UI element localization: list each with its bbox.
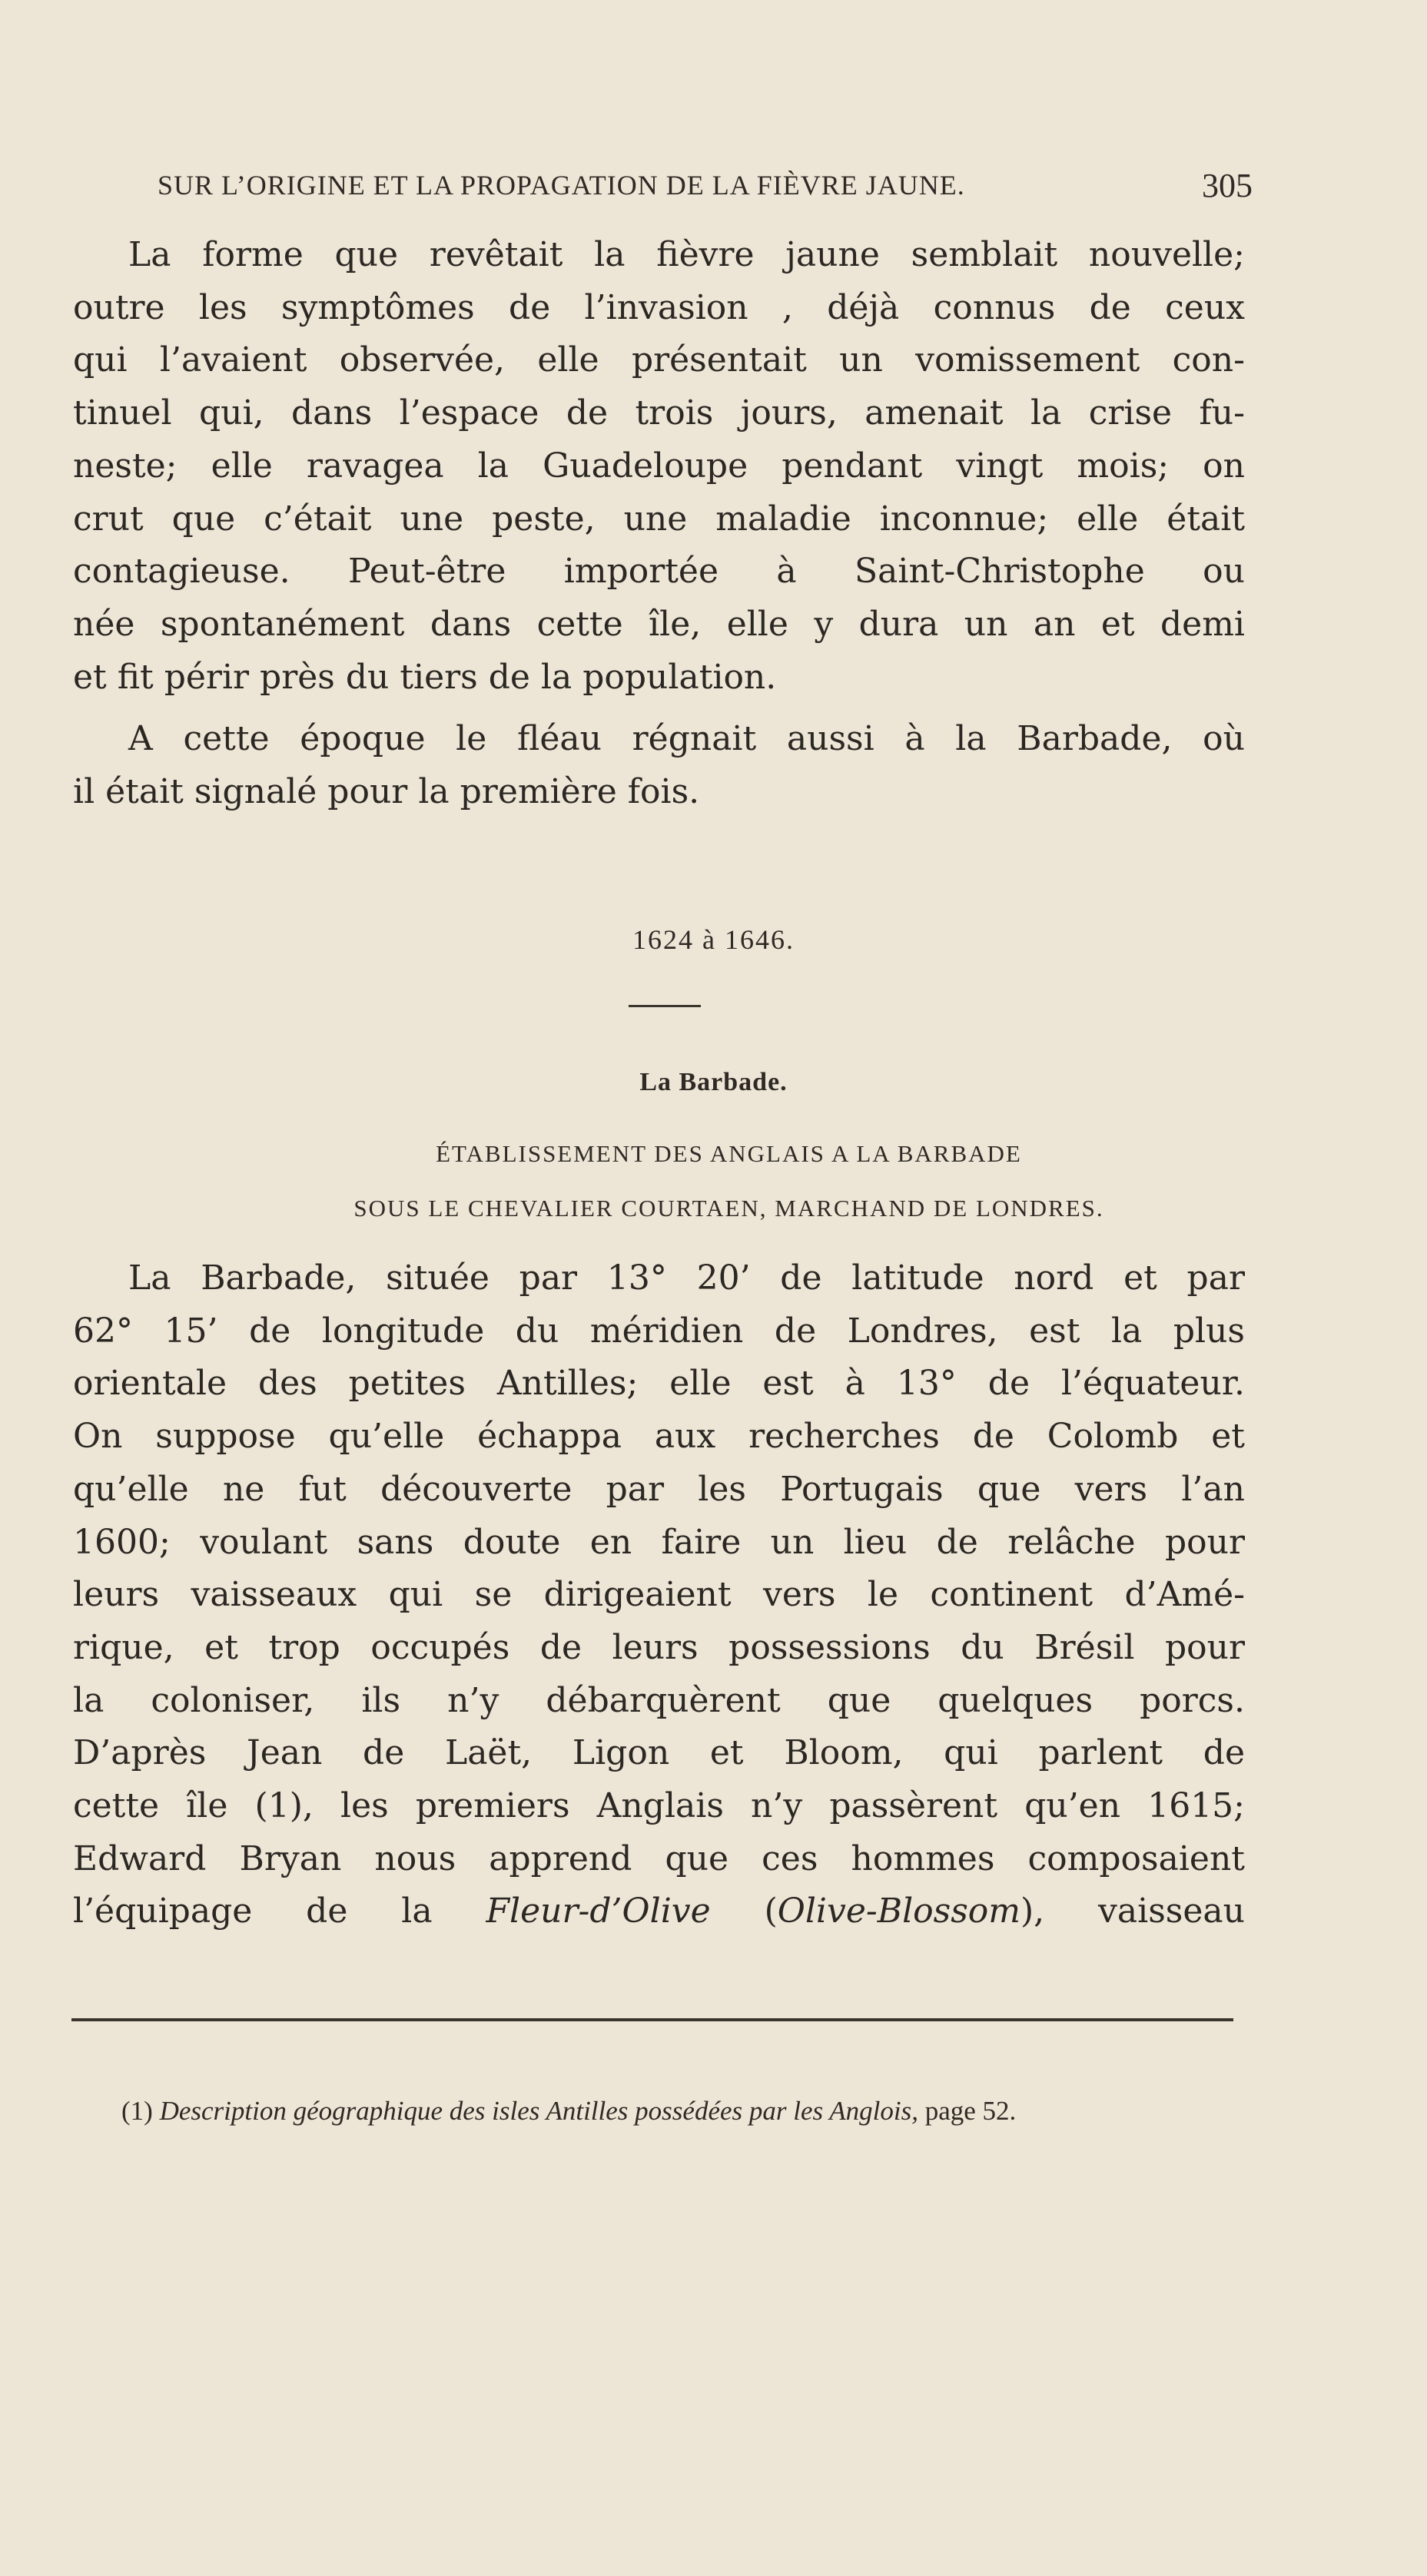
text-line: leurs vaisseaux qui se dirigeaient vers le continent d’Amé-: [73, 1575, 1245, 1615]
running-title: SUR L’ORIGINE ET LA PROPAGATION DE LA FIÈVRE JAUNE.: [158, 170, 965, 201]
text-line: La Barbade, située par 13° 20’ de latitude nord et par: [128, 1258, 1245, 1298]
text-line: cette île (1), les premiers Anglais n’y passèrent qu’en 1615;: [73, 1786, 1245, 1826]
text-line: contagieuse. Peut-être importée à Saint-Christophe ou: [73, 552, 1245, 592]
text-line: On suppose qu’elle échappa aux recherches de Colomb et: [73, 1417, 1245, 1457]
footnote-divider: [71, 2018, 1233, 2021]
text-line: neste; elle ravagea la Guadeloupe pendant vingt mois; on: [73, 446, 1245, 486]
text-line: outre les symptômes de l’invasion , déjà connus de ceux: [73, 287, 1245, 327]
section-place: La Barbade.: [639, 1068, 788, 1096]
section-heading-line-2: SOUS LE CHEVALIER COURTAEN, MARCHAND DE LONDRES.: [353, 1195, 1104, 1222]
page-number: 305: [1202, 167, 1253, 204]
text-fragment: ), vaisseau: [1020, 1891, 1245, 1931]
text-line: D’après Jean de Laët, Ligon et Bloom, qui parlent de: [73, 1733, 1245, 1773]
ship-name-english: Olive-Blossom: [777, 1891, 1020, 1931]
section-heading-line-1: ÉTABLISSEMENT DES ANGLAIS A LA BARBADE: [436, 1140, 1022, 1167]
paragraph-barbade-description: [73, 1252, 1245, 1938]
footnote: [121, 2096, 1259, 2127]
text-line: tinuel qui, dans l’espace de trois jours, amenait la crise fu-: [73, 393, 1245, 433]
section-date: 1624 à 1646.: [632, 924, 795, 955]
text-line: A cette époque le fléau régnait aussi à la Barbade, où: [128, 719, 1245, 758]
text-line: qui l’avaient observée, elle présentait un vomissement con-: [73, 340, 1245, 380]
running-head: [158, 163, 1253, 209]
text-line: Edward Bryan nous apprend que ces hommes composaient: [73, 1838, 1245, 1878]
ship-name-french: Fleur-d’Olive: [486, 1891, 711, 1931]
text-line: La forme que revêtait la fièvre jaune semblait nouvelle;: [128, 235, 1245, 274]
footnote-text: Description géographique des isles Antilles possédées par les Anglois,: [159, 2096, 918, 2126]
text-line: la coloniser, ils n’y débarquèrent que quelques porcs.: [73, 1680, 1245, 1720]
text-line: 1600; voulant sans doute en faire un lieu de relâche pour: [73, 1522, 1245, 1562]
text-line: il était signalé pour la première fois.: [73, 771, 700, 811]
text-line: qu’elle ne fut découverte par les Portugais que vers l’an: [73, 1469, 1245, 1509]
text-line-final: [73, 1885, 1245, 1938]
text-line: crut que c’était une peste, une maladie inconnue; elle était: [73, 499, 1245, 539]
footnote-marker: (1): [121, 2096, 153, 2126]
text-line: orientale des petites Antilles; elle est à 13° de l’équateur.: [73, 1364, 1245, 1404]
text-line: née spontanément dans cette île, elle y dura un an et demi: [73, 604, 1245, 644]
text-fragment: (: [710, 1891, 778, 1931]
paragraph-barbade-epidemic: [73, 713, 1245, 818]
text-line: rique, et trop occupés de leurs possessions du Brésil pour: [73, 1627, 1245, 1667]
footnote-page-ref: page 52.: [924, 2096, 1017, 2126]
text-line: 62° 15’ de longitude du méridien de Londres, est la plus: [73, 1311, 1245, 1351]
section-divider: [629, 1005, 701, 1007]
text-fragment: l’équipage de la: [73, 1891, 486, 1931]
text-line: et fit périr près du tiers de la population.: [73, 657, 777, 697]
paragraph-yellow-fever-guadeloupe: [73, 229, 1245, 704]
